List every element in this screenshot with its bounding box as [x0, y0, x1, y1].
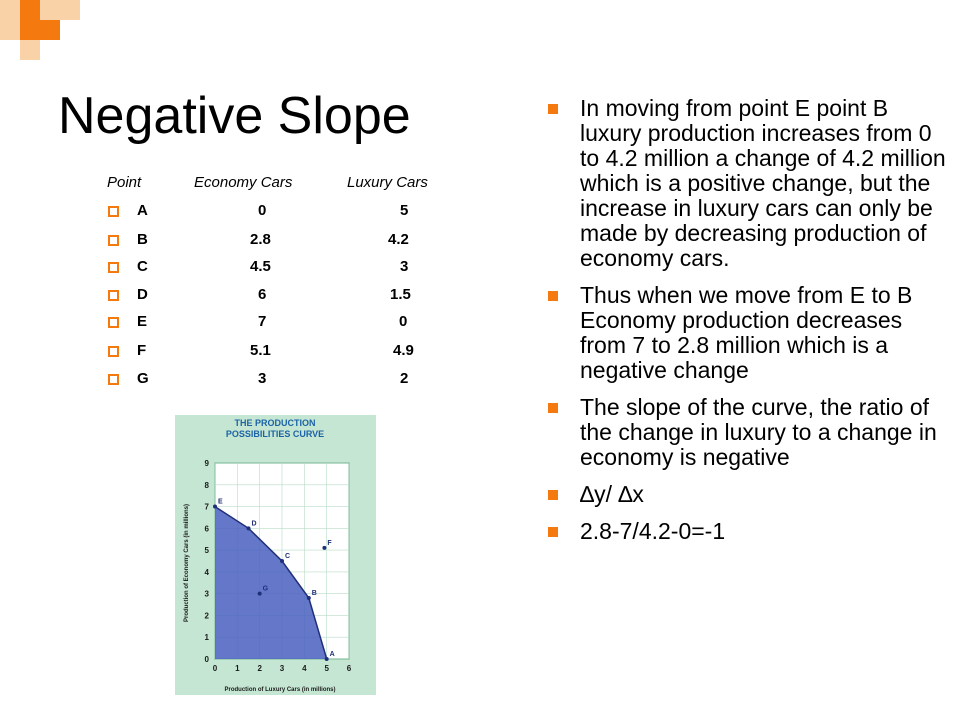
y-tick-label: 8: [204, 480, 209, 490]
y-tick-label: 0: [204, 655, 209, 664]
row-economy: 2.8: [250, 231, 271, 248]
table-row: [0, 370, 480, 392]
explanation-list: [546, 96, 952, 556]
square-bullet-icon: [548, 527, 558, 537]
list-item: [546, 96, 952, 271]
bullet-text: 2.8-7/4.2-0=-1: [580, 518, 726, 544]
x-tick-label: 4: [302, 664, 307, 673]
data-point-b: [307, 596, 311, 600]
bullet-text: Thus when we move from E to B Economy production decreases from 7 to 2.8 million which is a negative change: [580, 282, 913, 383]
slide-title: Negative Slope: [58, 87, 411, 145]
point-label-e: E: [218, 498, 223, 506]
y-tick-label: 4: [204, 567, 209, 577]
data-point-f: [322, 546, 326, 550]
square-bullet-icon: [108, 262, 119, 273]
square-bullet-icon: [108, 235, 119, 246]
point-label-d: D: [251, 520, 257, 528]
bullet-text: In moving from point E point B luxury production increases from 0 to 4.2 million a change of 4.2 million which is a positive change, but the increase in luxury cars can only be made by decreasing production of economy cars.: [580, 95, 946, 271]
row-economy: 7: [258, 313, 267, 330]
point-label-g: G: [262, 585, 269, 593]
y-tick-label: 2: [204, 611, 209, 621]
x-tick-label: 2: [257, 664, 262, 673]
bullet-text: The slope of the curve, the ratio of the change in luxury to a change in economy is negative: [580, 394, 937, 470]
x-axis-label: Production of Luxury Cars (in millions): [224, 687, 336, 693]
point-label-a: A: [329, 651, 335, 658]
square-bullet-icon: [548, 104, 558, 114]
point-label-c: C: [285, 553, 291, 560]
row-economy: 3: [258, 370, 267, 387]
table-row: [0, 342, 480, 364]
header-economy: Economy Cars: [194, 174, 293, 191]
row-economy: 5.1: [250, 342, 271, 359]
header-point: Point: [107, 174, 142, 191]
row-point: F: [137, 342, 147, 359]
ppc-chart: [175, 415, 376, 695]
row-point: B: [137, 231, 148, 248]
table-row: [0, 202, 480, 224]
y-tick-label: 7: [204, 502, 209, 512]
y-tick-label: 1: [204, 633, 209, 643]
row-luxury: 4.9: [393, 342, 414, 359]
square-bullet-icon: [548, 291, 558, 301]
row-luxury: 3: [400, 258, 409, 275]
square-bullet-icon: [108, 290, 119, 301]
x-tick-label: 3: [279, 664, 285, 673]
table-header: [0, 174, 480, 194]
row-economy: 0: [258, 202, 267, 219]
square-bullet-icon: [108, 206, 119, 217]
row-luxury: 2: [400, 370, 409, 387]
data-point-g: [258, 592, 262, 596]
row-point: C: [137, 258, 148, 275]
list-item: [546, 395, 952, 470]
figure-title-line1: THE PRODUCTION: [234, 418, 316, 428]
square-bullet-icon: [108, 317, 119, 328]
header-luxury: Luxury Cars: [347, 174, 428, 191]
data-point-a: [325, 657, 329, 661]
x-tick-label: 5: [324, 664, 329, 673]
row-economy: 6: [258, 286, 267, 303]
list-item: [546, 519, 952, 544]
row-luxury: 4.2: [388, 231, 409, 248]
square-bullet-icon: [108, 374, 119, 385]
row-point: A: [137, 202, 148, 219]
data-point-e: [213, 505, 217, 509]
figure-title-line2: POSSIBILITIES CURVE: [225, 429, 325, 439]
y-tick-label: 3: [204, 589, 209, 599]
corner-decoration: [0, 0, 80, 60]
y-tick-label: 6: [204, 524, 209, 534]
row-luxury: 0: [399, 313, 408, 330]
x-tick-label: 0: [212, 664, 218, 673]
row-economy: 4.5: [250, 258, 271, 275]
row-luxury: 1.5: [390, 286, 411, 303]
row-point: D: [137, 286, 148, 303]
table-row: [0, 313, 480, 335]
data-point-c: [280, 559, 284, 563]
point-label-b: B: [311, 590, 317, 598]
square-bullet-icon: [548, 403, 558, 413]
table-row: [0, 258, 480, 280]
x-tick-label: 1: [235, 664, 240, 673]
list-item: [546, 482, 952, 507]
row-point: E: [137, 313, 148, 330]
table-row: [0, 286, 480, 308]
square-bullet-icon: [548, 490, 558, 500]
y-tick-label: 5: [204, 546, 209, 556]
list-item: [546, 283, 952, 383]
production-possibilities-figure: [175, 415, 376, 695]
bullet-text: ∆y/ ∆x: [580, 481, 644, 507]
x-tick-label: 6: [346, 664, 352, 673]
table-row: [0, 231, 480, 253]
point-label-f: F: [327, 539, 332, 547]
row-luxury: 5: [400, 202, 409, 219]
data-point-d: [247, 526, 251, 530]
y-axis-label: Production of Economy Cars (in millions): [184, 503, 190, 623]
square-bullet-icon: [108, 346, 119, 357]
y-tick-label: 9: [204, 459, 209, 468]
row-point: G: [137, 370, 149, 387]
